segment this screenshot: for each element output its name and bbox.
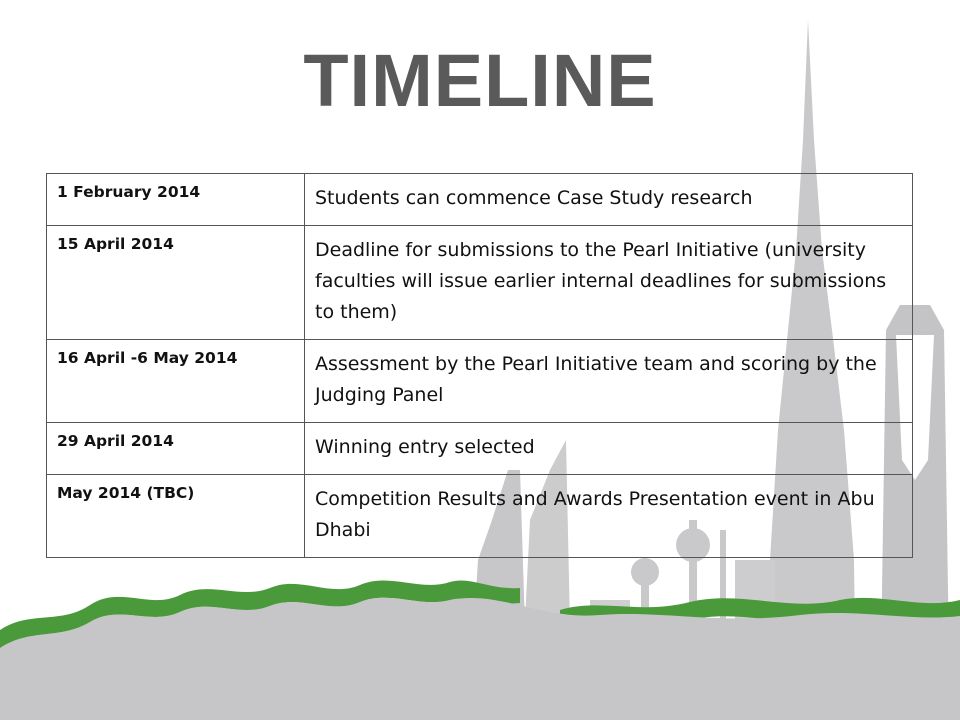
table-row bbox=[47, 174, 913, 226]
timeline-event: Students can commence Case Study research bbox=[305, 174, 913, 226]
timeline-event: Deadline for submissions to the Pearl Initiative (university faculties will issue earlier internal deadlines for submissions to them) bbox=[305, 226, 913, 340]
timeline-date: 15 April 2014 bbox=[47, 226, 305, 340]
timeline-event: Assessment by the Pearl Initiative team and scoring by the Judging Panel bbox=[305, 340, 913, 423]
table-row bbox=[47, 475, 913, 558]
timeline-date: 29 April 2014 bbox=[47, 423, 305, 475]
timeline-date: 16 April -6 May 2014 bbox=[47, 340, 305, 423]
timeline-event: Competition Results and Awards Presentation event in Abu Dhabi bbox=[305, 475, 913, 558]
table-row bbox=[47, 423, 913, 475]
timeline-date: May 2014 (TBC) bbox=[47, 475, 305, 558]
timeline-event: Winning entry selected bbox=[305, 423, 913, 475]
table-row bbox=[47, 226, 913, 340]
timeline-table bbox=[46, 173, 913, 558]
table-row bbox=[47, 340, 913, 423]
timeline-date: 1 February 2014 bbox=[47, 174, 305, 226]
page-title: TIMELINE bbox=[303, 39, 657, 122]
